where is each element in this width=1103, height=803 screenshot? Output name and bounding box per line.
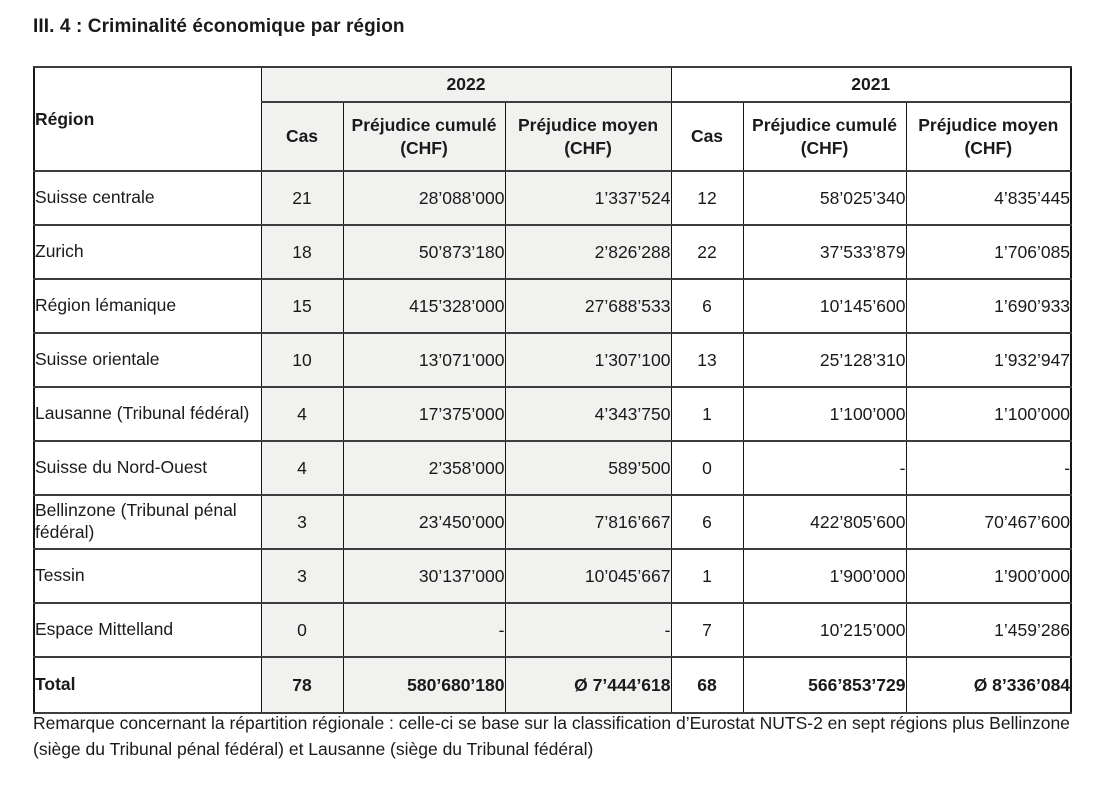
moyen-2022-cell: 27’688’533	[505, 279, 671, 333]
cumule-2022-cell: 23’450’000	[343, 495, 505, 549]
cas-2021-cell: 6	[671, 279, 743, 333]
cumule-2022-cell: 13’071’000	[343, 333, 505, 387]
moyen-2021-cell: 1’690’933	[906, 279, 1071, 333]
cas-2022-cell: 21	[261, 171, 343, 225]
region-cell: Suisse du Nord-Ouest	[34, 441, 261, 495]
cumule-2021-cell: -	[743, 441, 906, 495]
total-label-cell: Total	[34, 657, 261, 713]
remark-text: Remarque concernant la répartition régionale : celle-ci se base sur la classification d’Eurostat NUTS-2 en sept régions plus Bellinzone (siège du Tribunal pénal fédéral) et Lausanne (siège du Tribunal fédéral)	[33, 713, 1070, 760]
moyen-2022-cell: 1’337’524	[505, 171, 671, 225]
table-title: III. 4 : Criminalité économique par région	[33, 16, 405, 37]
total-cumule-2022-cell: 580’680’180	[343, 657, 505, 713]
moyen-2021-cell: -	[906, 441, 1071, 495]
cumule-2022-cell: 415’328’000	[343, 279, 505, 333]
moyen-2021-cell: 70’467’600	[906, 495, 1071, 549]
region-cell: Région lémanique	[34, 279, 261, 333]
moyen-2022-cell: -	[505, 603, 671, 657]
region-cell: Tessin	[34, 549, 261, 603]
total-moyen-2021-cell: Ø 8’336’084	[906, 657, 1071, 713]
cumule-2022-cell: 50’873’180	[343, 225, 505, 279]
table-row	[34, 171, 1071, 225]
cas-2021-cell: 6	[671, 495, 743, 549]
region-cell: Espace Mittelland	[34, 603, 261, 657]
cas-2021-cell: 22	[671, 225, 743, 279]
cas-2022-header: Cas	[261, 102, 343, 171]
moyen-2021-header: Préjudice moyen (CHF)	[906, 102, 1071, 171]
moyen-2021-cell: 4’835’445	[906, 171, 1071, 225]
cas-2022-cell: 4	[261, 441, 343, 495]
cumule-2021-cell: 10’215’000	[743, 603, 906, 657]
cas-2021-cell: 1	[671, 387, 743, 441]
year-2022-header: 2022	[261, 67, 671, 102]
cas-2021-header: Cas	[671, 102, 743, 171]
cas-2022-cell: 18	[261, 225, 343, 279]
cas-2021-cell: 7	[671, 603, 743, 657]
region-column-header: Région	[34, 67, 261, 171]
moyen-2021-cell: 1’706’085	[906, 225, 1071, 279]
cas-2022-cell: 0	[261, 603, 343, 657]
table-row	[34, 387, 1071, 441]
moyen-2022-header: Préjudice moyen (CHF)	[505, 102, 671, 171]
cumule-2021-cell: 1’100’000	[743, 387, 906, 441]
moyen-2021-cell: 1’100’000	[906, 387, 1071, 441]
header-year-row	[34, 67, 1071, 102]
total-cas-2021-cell: 68	[671, 657, 743, 713]
cumule-2021-cell: 25’128’310	[743, 333, 906, 387]
cas-2021-cell: 0	[671, 441, 743, 495]
region-cell: Lausanne (Tribunal fédéral)	[34, 387, 261, 441]
table-row	[34, 279, 1071, 333]
cumule-2021-cell: 10’145’600	[743, 279, 906, 333]
cumule-2022-cell: 28’088’000	[343, 171, 505, 225]
year-2021-header: 2021	[671, 67, 1071, 102]
total-moyen-2022-cell: Ø 7’444’618	[505, 657, 671, 713]
cumule-2021-cell: 422’805’600	[743, 495, 906, 549]
cas-2021-cell: 1	[671, 549, 743, 603]
total-row	[34, 657, 1071, 713]
crime-by-region-table	[33, 66, 1072, 714]
cas-2022-cell: 4	[261, 387, 343, 441]
region-cell: Suisse orientale	[34, 333, 261, 387]
region-cell: Zurich	[34, 225, 261, 279]
moyen-2021-cell: 1’932’947	[906, 333, 1071, 387]
table-row	[34, 549, 1071, 603]
moyen-2022-cell: 10’045’667	[505, 549, 671, 603]
cumule-2022-cell: -	[343, 603, 505, 657]
cas-2022-cell: 15	[261, 279, 343, 333]
cas-2022-cell: 3	[261, 549, 343, 603]
cumule-2021-cell: 58’025’340	[743, 171, 906, 225]
moyen-2021-cell: 1’900’000	[906, 549, 1071, 603]
cumule-2022-cell: 30’137’000	[343, 549, 505, 603]
table-row	[34, 603, 1071, 657]
cumule-2021-cell: 37’533’879	[743, 225, 906, 279]
region-cell: Bellinzone (Tribunal pénal fédéral)	[34, 495, 261, 549]
cumule-2021-header: Préjudice cumulé (CHF)	[743, 102, 906, 171]
table-row	[34, 441, 1071, 495]
cas-2021-cell: 13	[671, 333, 743, 387]
cumule-2022-header: Préjudice cumulé (CHF)	[343, 102, 505, 171]
region-cell: Suisse centrale	[34, 171, 261, 225]
moyen-2022-cell: 2’826’288	[505, 225, 671, 279]
cas-2022-cell: 10	[261, 333, 343, 387]
cumule-2021-cell: 1’900’000	[743, 549, 906, 603]
cumule-2022-cell: 2’358’000	[343, 441, 505, 495]
total-cas-2022-cell: 78	[261, 657, 343, 713]
moyen-2021-cell: 1’459’286	[906, 603, 1071, 657]
cumule-2022-cell: 17’375’000	[343, 387, 505, 441]
table-row	[34, 333, 1071, 387]
cas-2022-cell: 3	[261, 495, 343, 549]
moyen-2022-cell: 4’343’750	[505, 387, 671, 441]
cas-2021-cell: 12	[671, 171, 743, 225]
moyen-2022-cell: 589’500	[505, 441, 671, 495]
total-cumule-2021-cell: 566’853’729	[743, 657, 906, 713]
table-row	[34, 495, 1071, 549]
moyen-2022-cell: 7’816’667	[505, 495, 671, 549]
moyen-2022-cell: 1’307’100	[505, 333, 671, 387]
table-row	[34, 225, 1071, 279]
